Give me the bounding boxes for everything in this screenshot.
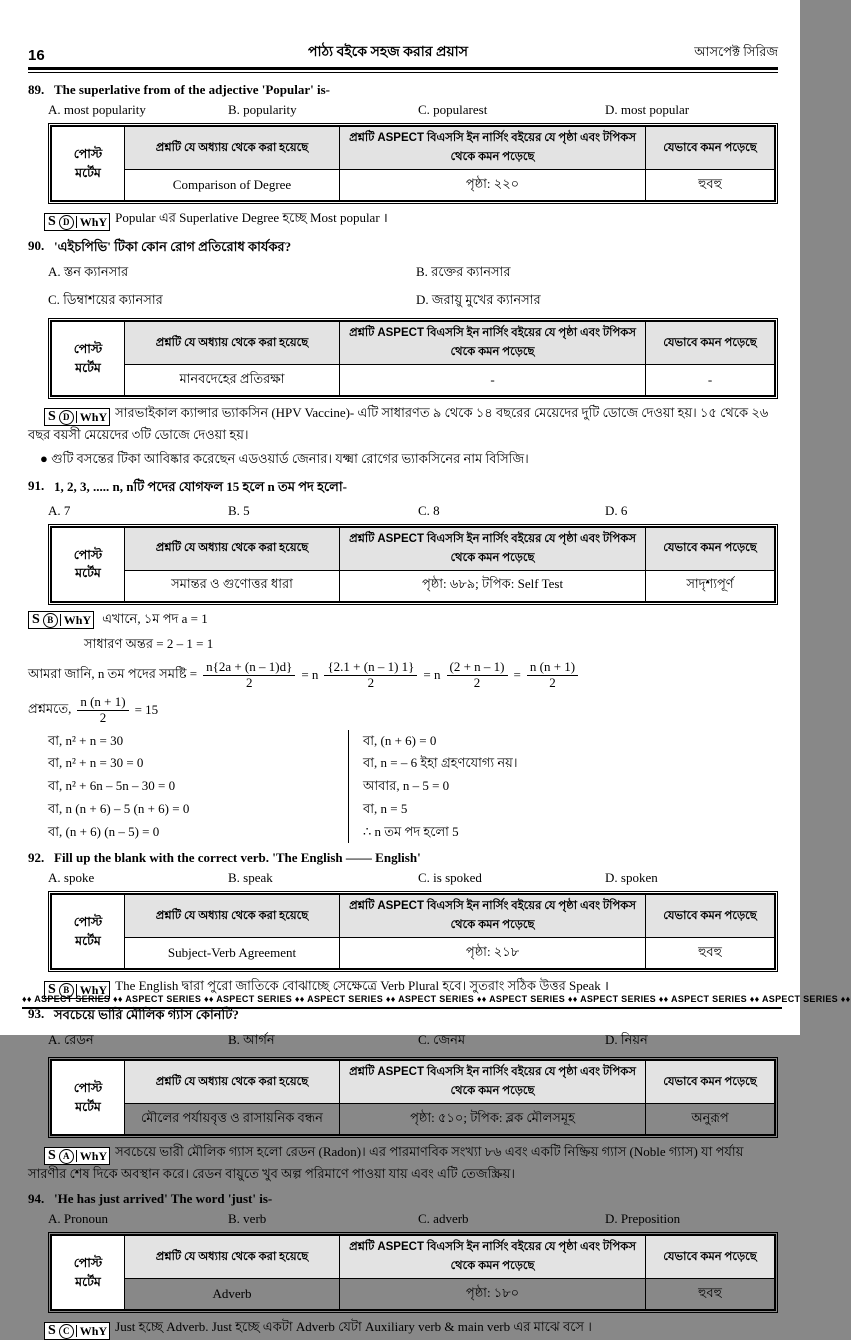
math-line: সাধারণ অন্তর = 2 – 1 = 1	[84, 635, 214, 651]
option-b: B. রক্তের ক্যানসার	[416, 264, 511, 279]
option-a: A. 7	[48, 502, 71, 518]
answer-badge	[44, 1322, 110, 1340]
options-row	[28, 102, 778, 118]
postmortem-label	[52, 127, 125, 201]
answer-badge	[44, 408, 110, 426]
solution-intro	[28, 610, 778, 631]
page-number: 16	[28, 47, 45, 64]
option-b: B. আর্গন	[228, 1032, 275, 1048]
postmortem-label: পোস্ট মর্টেম	[52, 895, 125, 969]
answer-letter: B	[59, 983, 74, 998]
badge-s: S	[48, 409, 56, 424]
math-step: বা, (n + 6) (n – 5) = 0	[48, 823, 160, 839]
page-topic-value: পৃষ্ঠা: ২১৮	[340, 938, 646, 969]
badge-why: WhY	[60, 614, 91, 626]
answer-badge	[28, 611, 94, 629]
col-common-header: যেভাবে কমন পড়েছে	[646, 127, 775, 170]
badge-s: S	[48, 1323, 56, 1339]
fraction: $\frac{(2 + n - 1)}{2}$	[447, 660, 508, 691]
math-step: আবার, n – 5 = 0	[363, 778, 450, 794]
badge-s: S	[48, 214, 56, 229]
math-step: বা, n = – 6 ইহা গ্রহণযোগ্য নয়।	[363, 755, 518, 771]
header-rule	[28, 67, 778, 73]
question-block-91	[28, 478, 778, 844]
fraction: $\frac{n (n + 1)}{2}$	[77, 695, 128, 726]
col-page-header: প্রশ্নটি ASPECT বিএসসি ইন নার্সিং বইয়ের যে পৃষ্ঠা এবং টপিকস থেকে কমন পড়েছে	[340, 127, 646, 170]
question-text: 'এইচপিভি' টিকা কোন রোগ প্রতিরোধ কার্যকর?	[54, 239, 292, 254]
question-text: সবচেয়ে ভারি মৌলিক গ্যাস কোনটি?	[54, 1007, 239, 1023]
math-step: ∴ n তম পদ হলো 5	[363, 823, 459, 839]
postmortem-table	[48, 123, 778, 204]
answer-letter: C	[59, 1324, 74, 1339]
common-value: হুবহু	[646, 1279, 775, 1310]
fraction: $\frac{n\{2a + (n - 1)d\}}{2}$	[203, 660, 295, 691]
page-header	[28, 40, 778, 67]
explanation	[28, 209, 778, 231]
fraction: $\frac{\{2.1 + (n - 1) 1\}}{2}$	[324, 660, 417, 691]
common-value: সাদৃশ্যপূর্ণ	[646, 570, 775, 601]
col-chapter-header: প্রশ্নটি যে অধ্যায় থেকে করা হয়েছে	[125, 127, 340, 170]
answer-badge	[44, 213, 110, 231]
options-row	[28, 1031, 778, 1052]
col-page-header: প্রশ্নটি ASPECT বিএসসি ইন নার্সিং বইয়ের যে পৃষ্ঠা এবং টপিকস থেকে কমন পড়েছে	[340, 1061, 646, 1104]
options-row	[28, 503, 778, 519]
option-d: D. 6	[605, 502, 628, 518]
chapter-value: সমান্তর ও গুণোত্তর ধারা	[125, 570, 340, 601]
question-line	[28, 1191, 778, 1207]
answer-badge	[44, 1147, 110, 1165]
option-a: A. most popularity	[48, 102, 146, 117]
question-block-93	[28, 1006, 778, 1184]
header-right-title: আসপেক্ট সিরিজ	[694, 44, 778, 59]
header-center-title: পাঠ্য বইকে সহজ করার প্রয়াস	[308, 45, 468, 60]
badge-why: WhY	[76, 411, 107, 423]
math-steps	[48, 730, 778, 844]
explanation-text: সবচেয়ে ভারী মৌলিক গ্যাস হলো রেডন (Radon)। এর পারমাণবিক সংখ্যা ৮৬ এবং একটি নিষ্ক্রিয় গ্যাস (Noble গ্যাস) যা পর্যায় সারণীর শেষ দিকে অবস্থান করে। রেডন বায়ুতে খুব অল্প পরিমাণে পাওয়া যায় এবং এটি তেজস্ক্রিয়।	[28, 1144, 744, 1182]
explanation-text: The English দ্বারা পুরো জাতিকে বোঝাচ্ছে সেক্ষেত্রে Verb Plural হবে। সুতরাং সঠিক উত্তর Speak ।	[115, 978, 609, 994]
fraction: $\frac{n (n + 1)}{2}$	[527, 660, 578, 691]
chapter-value: Comparison of Degree	[125, 170, 340, 201]
col-page-header: প্রশ্নটি ASPECT বিএসসি ইন নার্সিং বইয়ের যে পৃষ্ঠা এবং টপিকস থেকে কমন পড়েছে	[340, 527, 646, 570]
chapter-value: Subject-Verb Agreement	[125, 938, 340, 969]
aspect-brand: ASPECT	[377, 327, 424, 339]
page-topic-value: পৃষ্ঠা: ৬৮৯; টপিক: Self Test	[340, 570, 646, 601]
col-common-header: যেভাবে কমন পড়েছে	[646, 322, 775, 365]
math-step: বা, n² + n = 30	[48, 732, 124, 748]
options-row	[28, 1211, 778, 1227]
option-c: C. adverb	[418, 1211, 469, 1227]
postmortem-table	[48, 318, 778, 399]
postmortem-label: পোস্ট মর্টেম	[52, 527, 125, 601]
badge-s: S	[32, 612, 40, 628]
footer-series-strip: ♦♦ ASPECT SERIES ♦♦ ASPECT SERIES ♦♦ ASPECT SERIES ♦♦ ASPECT SERIES ♦♦ ASPECT SERIES ♦♦ ASPECT SERIES ♦♦ ASPECT SERIES ♦♦ ASPECT SERIES ♦♦ ASPECT SERIES ♦♦	[22, 994, 782, 1009]
badge-why: WhY	[76, 216, 107, 228]
page-topic-value: পৃষ্ঠা: ৫১০; টপিক: ব্লক মৌলসমূহ	[340, 1104, 646, 1135]
math-steps-right	[349, 730, 517, 844]
aspect-brand: ASPECT	[377, 900, 424, 913]
col-chapter-header: প্রশ্নটি যে অধ্যায় থেকে করা হয়েছে	[125, 895, 340, 938]
postmortem-table	[48, 891, 778, 972]
question-number: 93.	[28, 1006, 45, 1022]
postmortem-table	[48, 1057, 778, 1138]
postmortem-label-top: পোস্ট	[73, 146, 103, 161]
badge-s: S	[48, 1148, 56, 1164]
page-topic-value: পৃষ্ঠা: ২২০	[340, 170, 646, 201]
math-sum-line: আমরা জানি, n তম পদের সমষ্টি = $\frac{n\{2a + (n - 1)d\}}{2}$ = n $\frac{\{2.1 + (n - 1) 1\}}{2}$ = n $\frac{(2 + n - 1)}{2}$ = $\frac{n (n + 1)}{2}$	[28, 660, 778, 691]
col-common-header: যেভাবে কমন পড়েছে	[646, 895, 775, 938]
aspect-brand: ASPECT	[377, 1066, 424, 1079]
option-b: B. verb	[228, 1211, 267, 1227]
question-line	[28, 82, 778, 98]
options-grid	[28, 263, 778, 312]
option-a: A. রেডন	[48, 1032, 94, 1048]
option-a: A. Pronoun	[48, 1211, 108, 1227]
postmortem-label: পোস্ট মর্টেম	[52, 322, 125, 396]
chapter-value: মানবদেহের প্রতিরক্ষা	[125, 365, 340, 396]
explanation-text: Just হচ্ছে Adverb. Just হচ্ছে একটা Adverb যেটা Auxiliary verb & main verb এর মাঝে বসে ।	[115, 1319, 592, 1335]
answer-letter: D	[59, 215, 74, 230]
question-block-90	[28, 238, 778, 471]
option-c: C. popularest	[418, 102, 488, 117]
answer-letter: B	[43, 613, 58, 628]
question-line	[28, 850, 778, 866]
option-a: A. স্তন ক্যানসার	[48, 264, 129, 279]
option-d: D. জরায়ু মুখের ক্যানসার	[416, 292, 541, 307]
question-line	[28, 1006, 778, 1027]
option-c: C. 8	[418, 502, 440, 518]
option-b: B. speak	[228, 870, 273, 886]
math-steps-left	[48, 730, 349, 844]
question-text: Fill up the blank with the correct verb. 'The English —— English'	[54, 850, 421, 866]
postmortem-table	[48, 524, 778, 605]
question-number: 91.	[28, 477, 45, 493]
options-row	[28, 870, 778, 886]
aspect-brand: ASPECT	[377, 132, 424, 144]
question-block-92	[28, 850, 778, 999]
answer-letter: A	[59, 1149, 74, 1164]
explanation-text: সারভাইকাল ক্যান্সার ভ্যাকসিন (HPV Vaccine)- এটি সাধারণত ৯ থেকে ১৪ বছরের মেয়েদের দুটি ডোজে দেওয়া হয়। ১৫ থেকে ২৬ বছর বয়সী মেয়েদের ৩টি ডোজে দেওয়া হয়।	[28, 405, 769, 442]
col-page-header: প্রশ্নটি ASPECT বিএসসি ইন নার্সিং বইয়ের যে পৃষ্ঠা এবং টপিকস থেকে কমন পড়েছে	[340, 1236, 646, 1279]
math-step: বা, n² + 6n – 5n – 30 = 0	[48, 778, 176, 794]
aspect-brand: ASPECT	[377, 1241, 424, 1254]
badge-why: WhY	[76, 1150, 107, 1162]
question-text: 1, 2, 3, ..... n, nটি পদের যোগফল 15 হলে n তম পদ হলো-	[54, 478, 347, 494]
option-a: A. spoke	[48, 870, 95, 886]
option-d: D. নিয়ন	[605, 1032, 648, 1048]
col-common-header: যেভাবে কমন পড়েছে	[646, 1236, 775, 1279]
math-intro: এখানে, ১ম পদ a = 1	[102, 610, 208, 626]
explanation	[28, 1143, 778, 1184]
question-block-94	[28, 1191, 778, 1340]
chapter-value: মৌলের পর্যায়বৃত্ত ও রাসায়নিক বন্ধন	[125, 1104, 340, 1135]
col-common-header: যেভাবে কমন পড়েছে	[646, 1061, 775, 1104]
badge-why: WhY	[76, 984, 107, 996]
question-text: The superlative from of the adjective 'Popular' is-	[54, 82, 330, 97]
common-value: -	[646, 365, 775, 396]
question-line	[28, 478, 778, 499]
option-b: B. popularity	[228, 102, 297, 117]
answer-letter: D	[59, 410, 74, 425]
question-block-89	[28, 82, 778, 231]
question-number: 90.	[28, 238, 45, 253]
extra-note: ● গুটি বসন্তের টিকা আবিষ্কার করেছেন এডওয়ার্ড জেনার। যক্ষ্মা রোগের ভ্যাকসিনের নাম বিসিজি।	[40, 450, 529, 466]
question-number: 92.	[28, 850, 45, 866]
badge-s: S	[48, 982, 56, 998]
question-number: 94.	[28, 1191, 45, 1207]
col-page-header: প্রশ্নটি ASPECT বিএসসি ইন নার্সিং বইয়ের যে পৃষ্ঠা এবং টপিকস থেকে কমন পড়েছে	[340, 895, 646, 938]
math-condition-line: প্রশ্নমতে, $\frac{n (n + 1)}{2}$ = 15	[28, 693, 159, 725]
col-common-header: যেভাবে কমন পড়েছে	[646, 527, 775, 570]
option-c: C. is spoked	[418, 870, 482, 886]
option-d: D. spoken	[605, 870, 658, 886]
option-b: B. 5	[228, 502, 250, 518]
option-d: D. most popular	[605, 102, 690, 117]
page-topic-value: পৃষ্ঠা: ১৮০	[340, 1279, 646, 1310]
col-chapter-header: প্রশ্নটি যে অধ্যায় থেকে করা হয়েছে	[125, 1061, 340, 1104]
explanation-text: Popular এর Superlative Degree হচ্ছে Most popular ।	[115, 210, 388, 225]
option-c: C. জেনম	[418, 1032, 466, 1048]
math-step: বা, n (n + 6) – 5 (n + 6) = 0	[48, 800, 190, 816]
postmortem-label: পোস্ট মর্টেম	[52, 1236, 125, 1310]
math-step: বা, (n + 6) = 0	[363, 732, 437, 748]
postmortem-label-bottom: মর্টেম	[75, 165, 101, 180]
chapter-value: Adverb	[125, 1279, 340, 1310]
col-chapter-header: প্রশ্নটি যে অধ্যায় থেকে করা হয়েছে	[125, 322, 340, 365]
postmortem-label: পোস্ট মর্টেম	[52, 1061, 125, 1135]
explanation	[28, 1318, 778, 1340]
page-topic-value: -	[340, 365, 646, 396]
math-step: বা, n² + n = 30 = 0	[48, 755, 144, 771]
common-value: হুবহু	[646, 938, 775, 969]
col-chapter-header: প্রশ্নটি যে অধ্যায় থেকে করা হয়েছে	[125, 527, 340, 570]
common-value: হুবহু	[646, 170, 775, 201]
badge-why: WhY	[76, 1325, 107, 1337]
postmortem-table	[48, 1232, 778, 1313]
question-line	[28, 238, 778, 259]
common-value: অনুরূপ	[646, 1104, 775, 1135]
option-d: D. Preposition	[605, 1211, 681, 1227]
math-step: বা, n = 5	[363, 800, 408, 816]
explanation	[28, 404, 778, 445]
col-page-header: প্রশ্নটি ASPECT বিএসসি ইন নার্সিং বইয়ের যে পৃষ্ঠা এবং টপিকস থেকে কমন পড়েছে	[340, 322, 646, 365]
option-c: C. ডিম্বাশয়ের ক্যানসার	[48, 292, 163, 307]
aspect-brand: ASPECT	[377, 532, 424, 545]
col-chapter-header: প্রশ্নটি যে অধ্যায় থেকে করা হয়েছে	[125, 1236, 340, 1279]
question-text: 'He has just arrived' The word 'just' is-	[54, 1191, 273, 1207]
question-number: 89.	[28, 82, 45, 97]
